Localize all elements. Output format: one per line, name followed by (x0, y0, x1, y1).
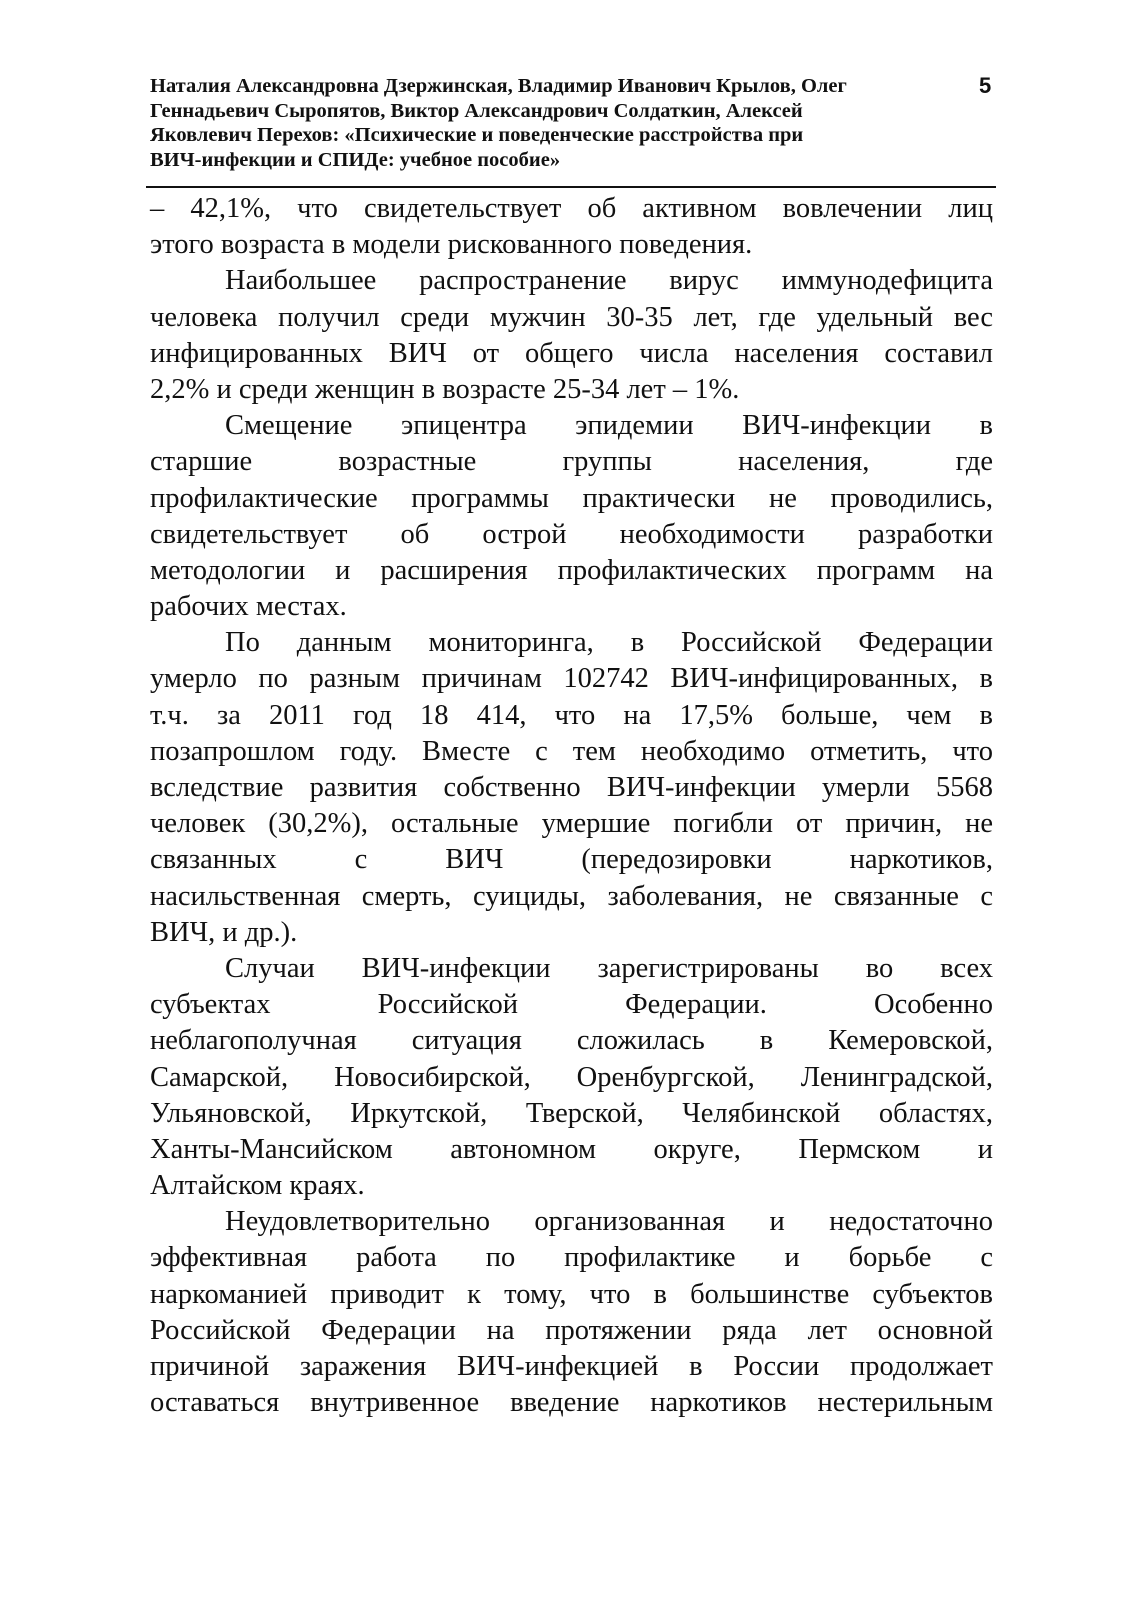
text-line: т.ч. за 2011 год 18 414, что на 17,5% больше, чем в (150, 699, 993, 731)
text-line: По данным мониторинга, в Российской Федерации (225, 627, 993, 659)
text-line: рабочих местах. (150, 591, 347, 623)
text-line: человека получил среди мужчин 30-35 лет, где удельный вес (150, 301, 993, 333)
header-line: Яковлевич Перехов: «Психические и поведенческие расстройства при (150, 124, 804, 146)
text-line: субъектах Российской Федерации. Особенно (150, 989, 993, 1021)
text-line: Алтайском краях. (150, 1170, 365, 1202)
text-line: 2,2% и среди женщин в возрасте 25-34 лет – 1%. (150, 373, 740, 405)
header-line: Геннадьевич Сыропятов, Виктор Александрович Солдаткин, Алексей (150, 99, 803, 122)
text-line: Случаи ВИЧ-инфекции зарегистрированы во всех (225, 952, 993, 984)
header-divider (146, 186, 996, 188)
text-line: профилактические программы практически не проводились, (150, 482, 993, 514)
body-text (150, 191, 993, 1421)
text-line: старшие возрастные группы населения, где (150, 446, 993, 478)
running-header (150, 74, 976, 172)
text-line: этого возраста в модели рискованного поведения. (150, 229, 753, 261)
text-line: оставаться внутривенное введение наркотиков нестерильным (150, 1387, 993, 1419)
text-line: позапрошлом году. Вместе с тем необходимо отметить, что (150, 735, 993, 767)
header-line: Наталия Александровна Дзержинская, Владимир Иванович Крылов, Олег (150, 75, 847, 97)
text-line: Ханты-Мансийском автономном округе, Пермском и (150, 1133, 993, 1165)
text-line: наркоманией приводит к тому, что в большинстве субъектов (150, 1278, 993, 1310)
text-line: инфицированных ВИЧ от общего числа населения составил (150, 337, 993, 369)
text-line: Ульяновской, Иркутской, Тверской, Челябинской областях, (150, 1097, 993, 1129)
text-line: Самарской, Новосибирской, Оренбургской, Ленинградской, (150, 1061, 993, 1093)
text-line: – 42,1%, что свидетельствует об активном вовлечении лиц (150, 193, 993, 224)
text-line: Неудовлетворительно организованная и недостаточно (225, 1206, 993, 1238)
text-line: вследствие развития собственно ВИЧ-инфекции умерли 5568 (150, 772, 993, 803)
text-line: человек (30,2%), остальные умершие погибли от причин, не (150, 808, 993, 840)
header-line: ВИЧ-инфекции и СПИДе: учебное пособие» (150, 148, 561, 171)
text-line: ВИЧ, и др.). (150, 916, 298, 948)
page-number: 5 (979, 73, 992, 98)
text-line: Российской Федерации на протяжении ряда лет основной (150, 1314, 993, 1346)
text-line: насильственная смерть, суициды, заболевания, не связанные с (150, 880, 993, 912)
text-line: неблагополучная ситуация сложилась в Кемеровской, (150, 1025, 993, 1057)
text-line: эффективная работа по профилактике и борьбе с (150, 1242, 993, 1274)
text-line: причиной заражения ВИЧ-инфекцией в России продолжает (150, 1351, 993, 1382)
text-line: методологии и расширения профилактических программ на (150, 554, 993, 586)
text-line: Наибольшее распространение вирус иммунодефицита (225, 265, 993, 297)
text-line: связанных с ВИЧ (передозировки наркотиков, (150, 844, 993, 876)
text-line: умерло по разным причинам 102742 ВИЧ-инфицированных, в (150, 663, 993, 695)
text-line: Смещение эпицентра эпидемии ВИЧ-инфекции в (225, 410, 993, 442)
text-line: свидетельствует об острой необходимости разработки (150, 518, 993, 550)
